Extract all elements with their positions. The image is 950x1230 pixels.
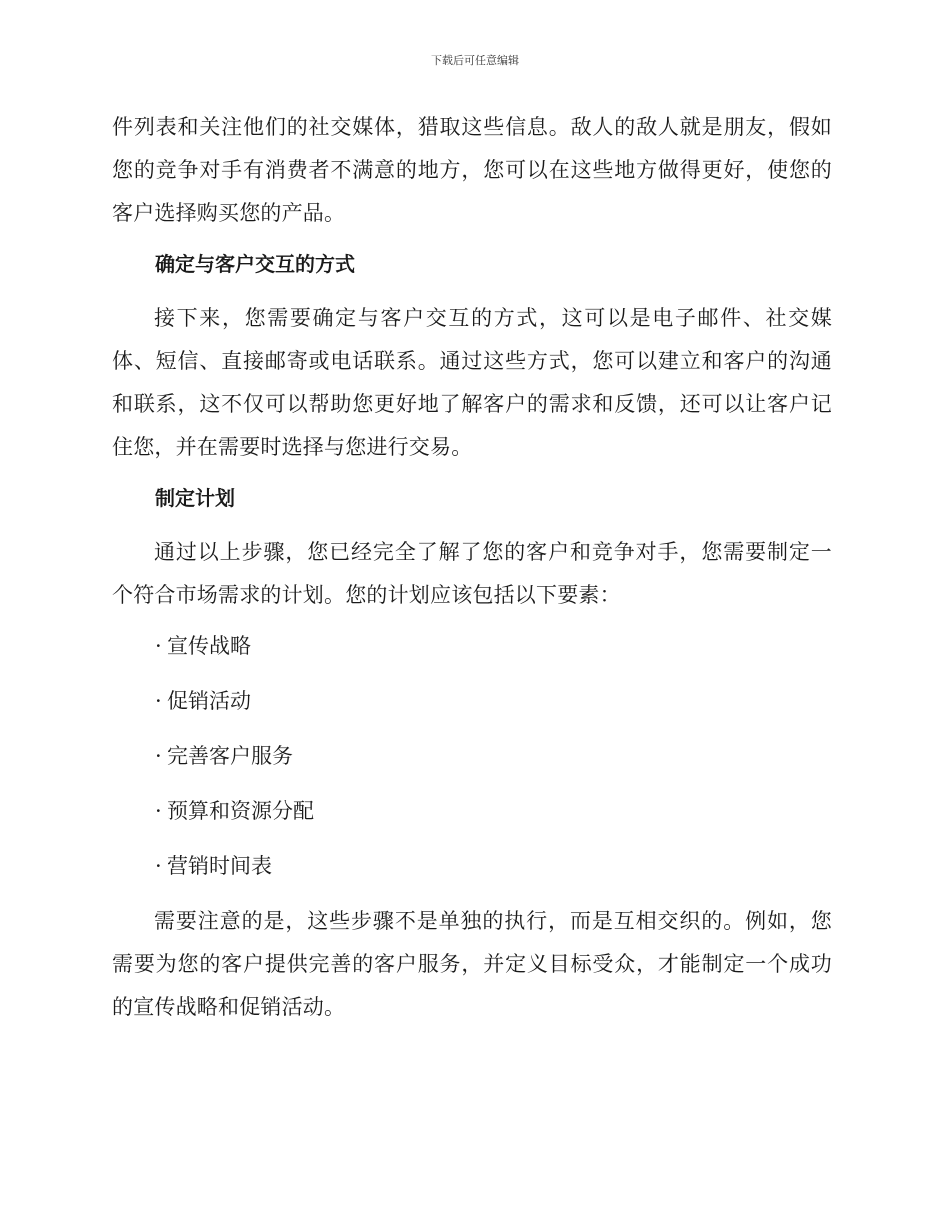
plan-paragraph: 通过以上步骤，您已经完全了解了您的客户和竞争对手，您需要制定一个符合市场需求的计划。您的计划应该包括以下要素： <box>112 540 832 607</box>
section-heading-interaction: 确定与客户交互的方式 <box>155 252 355 276</box>
intro-paragraph: 件列表和关注他们的社交媒体，猎取这些信息。敌人的敌人就是朋友，假如您的竞争对手有消费者不满意的地方，您可以在这些地方做得更好，使您的客户选择购买您的产品。 <box>112 115 832 225</box>
bullet-icon: · <box>155 799 162 823</box>
list-item-text: 完善客户服务 <box>167 744 293 768</box>
section-heading-plan: 制定计划 <box>155 486 235 510</box>
closing-paragraph: 需要注意的是，这些步骤不是单独的执行，而是互相交织的。例如，您需要为您的客户提供完善的客户服务，并定义目标受众，才能制定一个成功的宣传战略和促销活动。 <box>112 909 832 1019</box>
page-header: 下载后可任意编辑 <box>431 54 519 67</box>
list-item <box>112 845 832 888</box>
list-item-text: 宣传战略 <box>167 634 251 658</box>
document-body <box>112 106 832 1037</box>
list-item-text: 营销时间表 <box>167 854 272 878</box>
bullet-icon: · <box>155 634 162 658</box>
list-item <box>112 625 832 668</box>
plan-elements-list <box>112 625 832 888</box>
list-item-text: 预算和资源分配 <box>167 799 314 823</box>
list-item <box>112 680 832 723</box>
list-item-text: 促销活动 <box>167 689 251 713</box>
list-item <box>112 735 832 778</box>
list-item <box>112 790 832 833</box>
interaction-paragraph: 接下来，您需要确定与客户交互的方式，这可以是电子邮件、社交媒体、短信、直接邮寄或电话联系。通过这些方式，您可以建立和客户的沟通和联系，这不仅可以帮助您更好地了解客户的需求和反馈，还可以让客户记住您，并在需要时选择与您进行交易。 <box>112 306 832 459</box>
bullet-icon: · <box>155 744 162 768</box>
bullet-icon: · <box>155 689 162 713</box>
bullet-icon: · <box>155 854 162 878</box>
